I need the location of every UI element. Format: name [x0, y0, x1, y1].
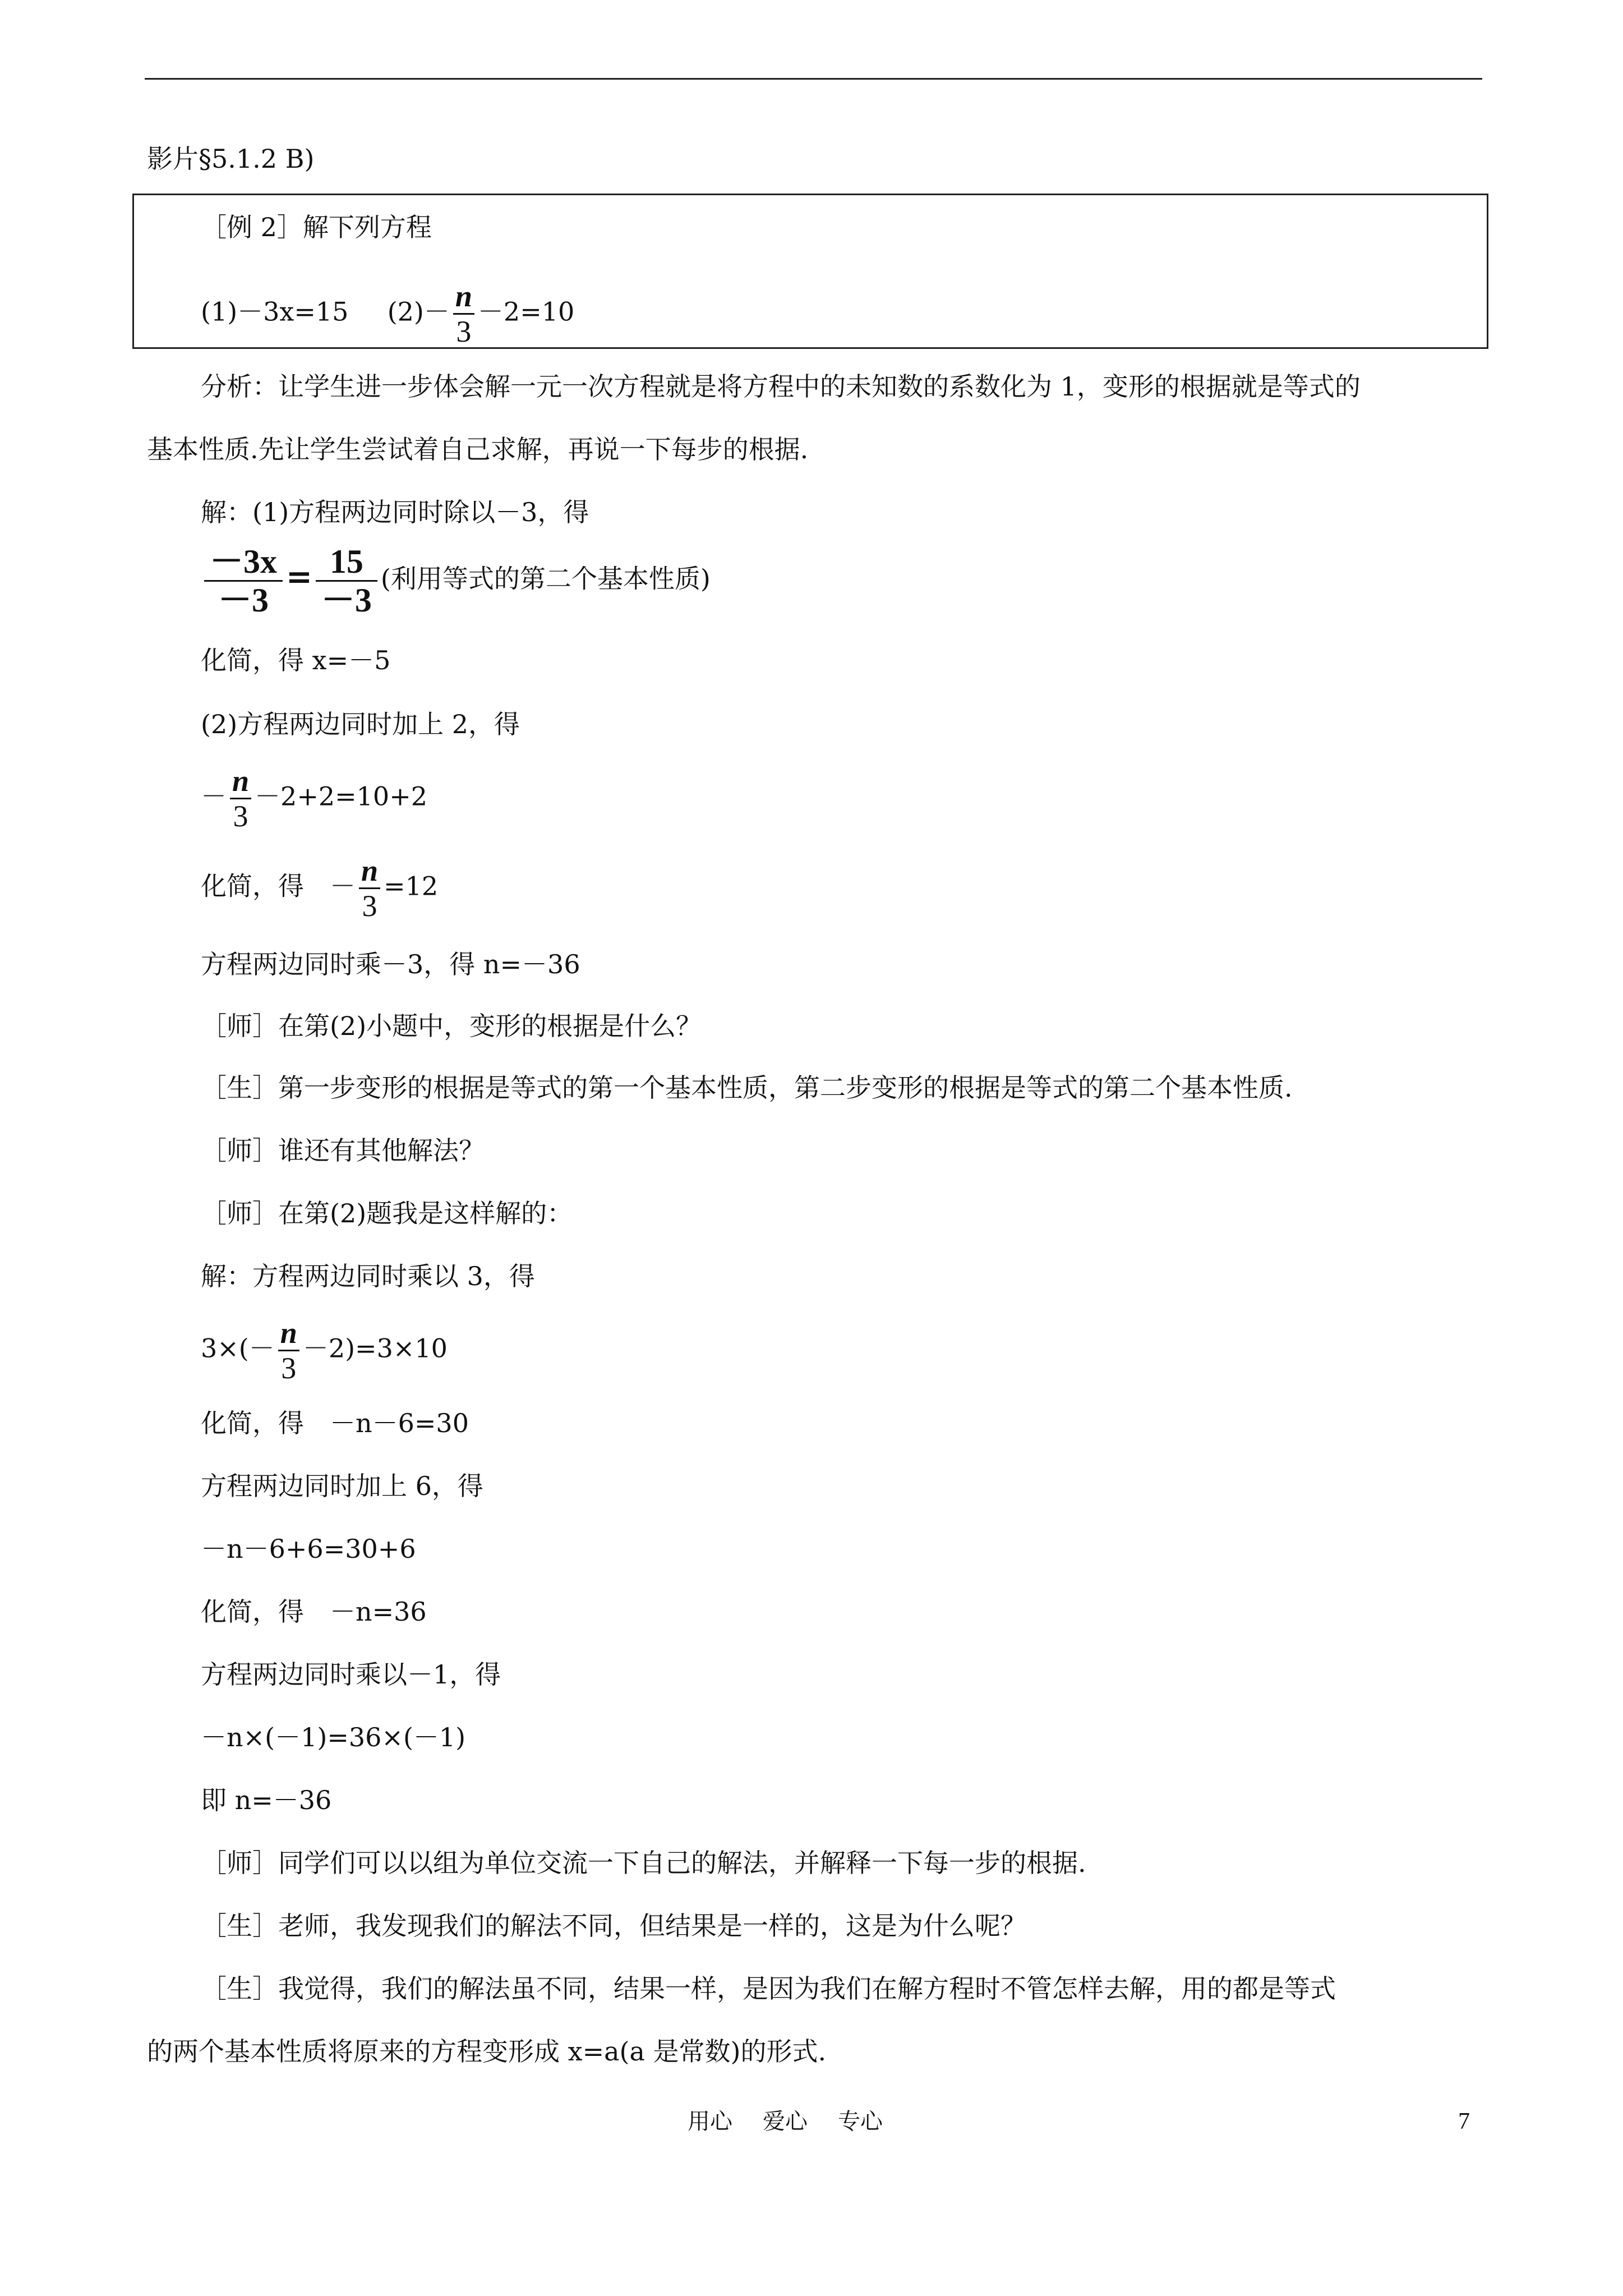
equation-1: (1)－3x=15	[201, 296, 349, 327]
section-reference: 影片§5.1.2 B)	[147, 144, 315, 174]
step-note: (利用等式的第二个基本性质)	[380, 563, 711, 594]
alt-step-4: 方程两边同时加上 6，得	[201, 1471, 483, 1501]
fraction-left: $\frac{-3x}{-3}$	[204, 543, 283, 619]
fraction-right: $\frac{15}{-3}$	[316, 543, 377, 619]
solution-step-7: 方程两边同时乘－3，得 n=－36	[201, 949, 580, 979]
page-number: 7	[1458, 2109, 1470, 2134]
solution-step-5: － $\frac{n}{3}$ －2+2=10+2	[201, 764, 428, 833]
solution-step-4: (2)方程两边同时加上 2，得	[201, 709, 520, 739]
footer-motto-1: 用心	[688, 2109, 732, 2134]
alt-step-1: 解：方程两边同时乘以 3，得	[201, 1261, 535, 1291]
dialogue-line: ［师］谁还有其他解法？	[201, 1135, 485, 1166]
closing-line: ［生］老师，我发现我们的解法不同，但结果是一样的，这是为什么呢？	[201, 1911, 1026, 1941]
solution-step-1: 解：(1)方程两边同时除以－3，得	[201, 497, 589, 527]
analysis-line-2: 基本性质.先让学生尝试着自己求解，再说一下每步的根据.	[147, 434, 809, 464]
fraction-n-over-3: $\frac{n}{3}$	[278, 1316, 299, 1385]
dialogue-line: ［生］第一步变形的根据是等式的第一个基本性质，第二步变形的根据是等式的第二个基本性质.	[201, 1073, 1293, 1103]
example-equations	[201, 279, 574, 348]
fraction-n-over-3: $\frac{n}{3}$	[359, 854, 380, 923]
closing-line: ［师］同学们可以以组为单位交流一下自己的解法，并解释一下每一步的根据.	[201, 1848, 1086, 1878]
dialogue-line: ［师］在第(2)题我是这样解的：	[201, 1198, 573, 1228]
alt-step-2: 3×(－ $\frac{n}{3}$ －2)=3×10	[201, 1316, 448, 1385]
alt-step-8: －n×(－1)=36×(－1)	[201, 1722, 466, 1752]
solution-step-3: 化简，得 x=－5	[201, 645, 391, 675]
equation-2-prefix: (2)－	[387, 296, 450, 327]
alt-step-5: －n－6+6=30+6	[201, 1534, 416, 1564]
alt-step-6: 化简，得 －n=36	[201, 1596, 427, 1627]
footer-motto-2: 爱心	[763, 2109, 808, 2134]
alt-step-3: 化简，得 －n－6=30	[201, 1408, 469, 1438]
solution-step-6: 化简，得 － $\frac{n}{3}$ =12	[201, 854, 439, 923]
solution-step-2: $\frac{-3x}{-3}$ = $\frac{15}{-3}$ (利用等式的第二个基本性质)	[201, 543, 711, 619]
alt-step-9: 即 n=－36	[201, 1785, 332, 1815]
closing-line: ［生］我觉得，我们的解法虽不同，结果一样，是因为我们在解方程时不管怎样去解，用的都是等式	[201, 1973, 1336, 2004]
example-title: ［例 2］解下列方程	[201, 212, 432, 242]
fraction-n-over-3: $\frac{n}{3}$	[230, 764, 251, 833]
footer-motto-3: 专心	[838, 2109, 883, 2134]
equation-2-suffix: －2=10	[477, 296, 575, 327]
header-rule	[145, 78, 1482, 80]
dialogue-line: ［师］在第(2)小题中，变形的根据是什么？	[201, 1011, 702, 1041]
alt-step-7: 方程两边同时乘以－1，得	[201, 1659, 501, 1690]
analysis-line-1: 分析：让学生进一步体会解一元一次方程就是将方程中的未知数的系数化为 1，变形的根据就是等式的	[201, 371, 1361, 402]
fraction-n-over-3: $\frac{n}{3}$	[453, 279, 474, 348]
closing-line: 的两个基本性质将原来的方程变形成 x=a(a 是常数)的形式.	[147, 2036, 827, 2067]
